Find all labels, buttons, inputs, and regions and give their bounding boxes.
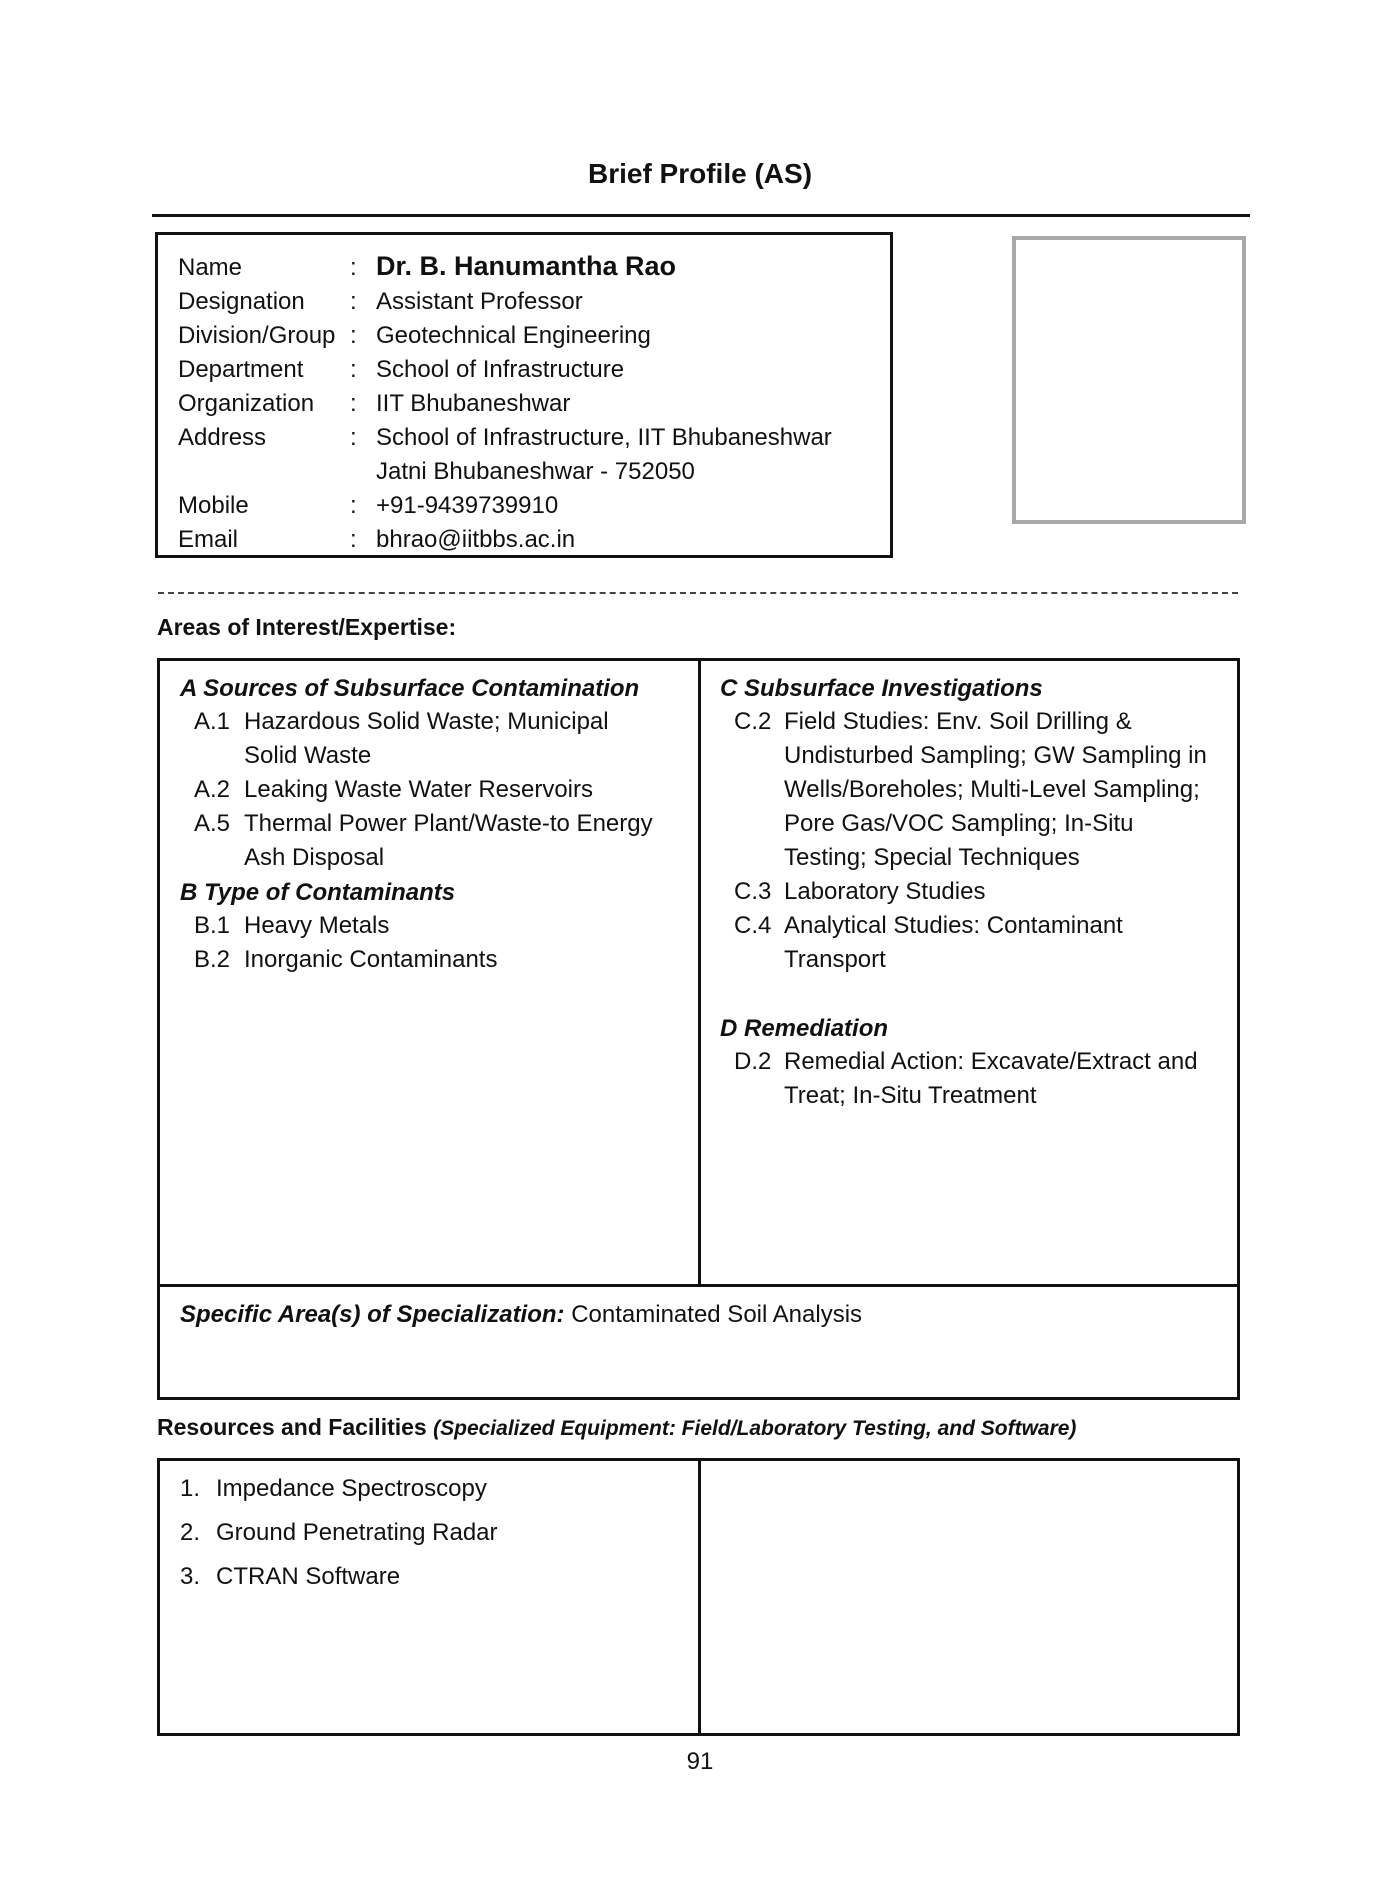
field-label: Name: [178, 254, 243, 281]
item-text-cont: Wells/Boreholes; Multi-Level Sampling;: [784, 776, 1200, 803]
item-text: Field Studies: Env. Soil Drilling &: [784, 708, 1132, 735]
profile-row-email: [178, 523, 575, 557]
specialization-label: Specific Area(s) of Specialization:: [180, 1301, 565, 1328]
field-label: Organization: [178, 390, 315, 417]
resource-item: [180, 1519, 498, 1547]
category-a-heading: A Sources of Subsurface Contamination: [180, 675, 640, 702]
profile-mobile: +91-9439739910: [376, 492, 559, 519]
item-code: C.2: [734, 708, 772, 735]
profile-row-address: [178, 421, 832, 455]
list-item: [734, 1045, 1234, 1113]
field-separator: :: [350, 492, 357, 519]
profile-row-department: [178, 353, 624, 387]
profile-row-mobile: [178, 489, 558, 523]
list-item: [734, 909, 1234, 977]
resource-text: CTRAN Software: [216, 1563, 401, 1590]
row-divider: [160, 1284, 1237, 1287]
column-divider: [698, 1461, 701, 1733]
profile-organization: IIT Bhubaneshwar: [376, 390, 571, 417]
resource-number: 2.: [180, 1519, 201, 1546]
item-text: Inorganic Contaminants: [244, 946, 498, 973]
list-item: [194, 909, 694, 943]
item-text: Laboratory Studies: [784, 878, 986, 905]
dashed-divider: [158, 592, 1238, 594]
list-item: [194, 807, 694, 875]
field-label: Division/Group: [178, 322, 336, 349]
resources-table: [157, 1458, 1240, 1736]
field-label: Mobile: [178, 492, 249, 519]
profile-row-address-cont: [178, 455, 695, 489]
profile-address-line2: Jatni Bhubaneshwar - 752050: [376, 458, 695, 485]
item-code: D.2: [734, 1048, 772, 1075]
field-label: Designation: [178, 288, 305, 315]
profile-name: Dr. B. Hanumantha Rao: [376, 251, 677, 281]
list-item: [734, 705, 1234, 875]
field-separator: :: [350, 424, 357, 451]
item-text: Analytical Studies: Contaminant: [784, 912, 1123, 939]
item-code: C.3: [734, 878, 772, 905]
field-label: Department: [178, 356, 304, 383]
item-code: A.2: [194, 776, 231, 803]
column-divider: [698, 661, 701, 1284]
resource-number: 3.: [180, 1563, 201, 1590]
field-separator: :: [350, 356, 357, 383]
specialization-row: [180, 1301, 862, 1329]
page-number: 91: [686, 1748, 714, 1775]
category-b-heading: B Type of Contaminants: [180, 879, 456, 906]
field-label: Email: [178, 526, 239, 553]
item-code: B.2: [194, 946, 231, 973]
item-code: C.4: [734, 912, 772, 939]
category-d-heading: D Remediation: [720, 1015, 889, 1042]
item-text-cont: Treat; In-Situ Treatment: [784, 1082, 1037, 1109]
item-text-cont: Ash Disposal: [244, 844, 385, 871]
field-separator: :: [350, 390, 357, 417]
profile-designation: Assistant Professor: [376, 288, 583, 315]
profile-address-line1: School of Infrastructure, IIT Bhubaneshwar: [376, 424, 832, 451]
profile-division: Geotechnical Engineering: [376, 322, 651, 349]
item-text: Hazardous Solid Waste; Municipal: [244, 708, 609, 735]
resource-number: 1.: [180, 1475, 201, 1502]
specialization-value: Contaminated Soil Analysis: [564, 1301, 863, 1328]
list-item: [194, 773, 694, 807]
profile-row-name: [178, 249, 676, 285]
item-text: Heavy Metals: [244, 912, 390, 939]
photo-placeholder: [1012, 236, 1246, 524]
field-separator: :: [350, 526, 357, 553]
profile-row-designation: [178, 285, 583, 319]
areas-heading: Areas of Interest/Expertise:: [157, 614, 457, 640]
item-text-cont: Transport: [784, 946, 886, 973]
list-item: [734, 875, 1234, 909]
title-divider: [152, 214, 1250, 217]
page-title: Brief Profile (AS): [587, 158, 813, 189]
field-label: Address: [178, 424, 267, 451]
item-code: A.1: [194, 708, 231, 735]
profile-email: bhrao@iitbbs.ac.in: [376, 526, 576, 553]
resources-heading-text: Resources and Facilities: [157, 1414, 427, 1440]
resource-item: [180, 1563, 400, 1591]
item-text-cont: Solid Waste: [244, 742, 372, 769]
item-text: Leaking Waste Water Reservoirs: [244, 776, 594, 803]
item-text: Thermal Power Plant/Waste-to Energy: [244, 810, 653, 837]
item-text-cont: Testing; Special Techniques: [784, 844, 1080, 871]
list-item: [194, 943, 694, 977]
field-separator: :: [350, 254, 357, 281]
resource-text: Ground Penetrating Radar: [216, 1519, 498, 1546]
item-text-cont: Undisturbed Sampling; GW Sampling in: [784, 742, 1207, 769]
resources-heading: [157, 1414, 1076, 1441]
resource-text: Impedance Spectroscopy: [216, 1475, 487, 1502]
profile-row-division: [178, 319, 651, 353]
field-separator: :: [350, 288, 357, 315]
item-text-cont: Pore Gas/VOC Sampling; In-Situ: [784, 810, 1134, 837]
item-text: Remedial Action: Excavate/Extract and: [784, 1048, 1198, 1075]
category-c-heading: C Subsurface Investigations: [720, 675, 1043, 702]
profile-info-box: [155, 232, 893, 558]
resources-heading-note: (Specialized Equipment: Field/Laboratory Testing, and Software): [433, 1417, 1077, 1440]
list-item: [194, 705, 694, 773]
profile-row-organization: [178, 387, 570, 421]
interests-table: [157, 658, 1240, 1400]
field-separator: :: [350, 322, 357, 349]
item-code: A.5: [194, 810, 231, 837]
resource-item: [180, 1475, 487, 1503]
profile-department: School of Infrastructure: [376, 356, 625, 383]
item-code: B.1: [194, 912, 231, 939]
